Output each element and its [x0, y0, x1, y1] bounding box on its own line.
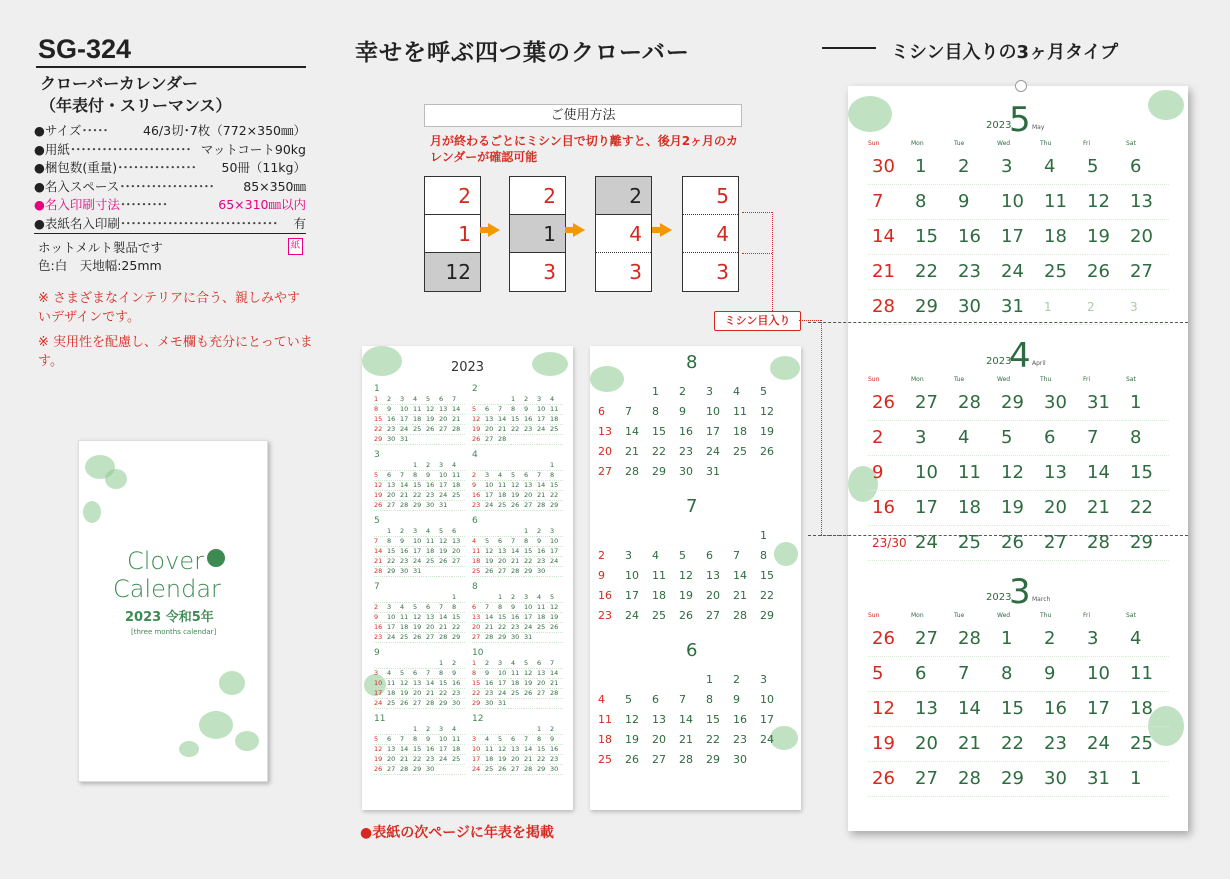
day-cell: 4	[1126, 622, 1169, 657]
day-cell: 31	[997, 290, 1040, 325]
weekday-label: Thu	[1040, 376, 1052, 383]
day-cell: 20	[911, 727, 954, 762]
spec-label: ●表紙名入印刷	[34, 215, 120, 231]
perforation-line	[808, 322, 1188, 323]
thumb-month-number: 7	[686, 496, 698, 517]
footer-note: ●表紙の次ページに年表を掲載	[360, 825, 554, 841]
weekday-row	[868, 612, 1169, 619]
step-cell: 12	[425, 253, 480, 291]
month-english: April	[1032, 360, 1046, 367]
cover-subtitle: [three months calendar]	[131, 628, 217, 636]
weekday-label: Fri	[1083, 612, 1091, 619]
day-cell: 23	[1040, 727, 1083, 762]
weekday-label: Fri	[1083, 140, 1091, 147]
day-cell: 10	[911, 456, 954, 491]
mini-month-number: 5	[374, 516, 380, 526]
remark-practical: ※ 実用性を配慮し、メモ欄も充分にとっています。	[38, 335, 313, 369]
step-cell: 3	[716, 260, 729, 284]
spec-row	[34, 178, 306, 197]
clover-leaf	[105, 469, 127, 489]
mini-month	[472, 516, 564, 577]
spec-dots: ･････	[81, 123, 108, 138]
usage-title: ご使用方法	[424, 104, 742, 127]
day-cell: 30	[868, 150, 911, 185]
thumb-month-days: 1 2 3 4 5 6 7 8 9 10 11 12 13 14 15 16 17 18 19 20 21 22 23 24 25 26 27 28 29 30	[598, 673, 774, 766]
day-cell: 26	[1083, 255, 1126, 290]
spec-row	[34, 159, 306, 178]
weekday-label: Sat	[1126, 140, 1136, 147]
day-cell: 25	[954, 526, 997, 561]
spec-label: ●名入スペース	[34, 178, 120, 194]
day-cell: 6	[911, 657, 954, 692]
day-cell: 7	[1083, 421, 1126, 456]
step-cell: 2	[596, 177, 651, 215]
day-cell: 29	[997, 386, 1040, 421]
day-grid	[868, 150, 1169, 325]
arrow-right-icon	[488, 223, 500, 237]
day-cell: 29	[1126, 526, 1169, 561]
mini-month-number: 8	[472, 582, 478, 592]
weekday-label: Tue	[954, 612, 965, 619]
day-cell: 16	[954, 220, 997, 255]
spec-dots: ･･･････････････････････	[69, 141, 191, 157]
thumb-month-number: 6	[686, 640, 698, 661]
spec-value: 65×310㎜以内	[218, 197, 306, 213]
day-cell: 11	[954, 456, 997, 491]
day-cell: 26	[997, 526, 1040, 561]
day-cell: 22	[911, 255, 954, 290]
calendar-page-large	[848, 86, 1188, 831]
day-cell: 27	[911, 386, 954, 421]
spec-row	[34, 122, 306, 141]
usage-step-3	[595, 176, 652, 292]
day-cell: 22	[997, 727, 1040, 762]
mini-month-number: 6	[472, 516, 478, 526]
step-cell: 4	[683, 215, 738, 253]
day-cell: 26	[868, 762, 911, 797]
day-cell: 4	[954, 421, 997, 456]
paper-badge-icon: 紙	[288, 238, 303, 255]
day-cell: 13	[911, 692, 954, 727]
headline-dash	[822, 47, 876, 49]
mini-month-days: 1 2 3 4 5 6 7 8 9 10 11 12 13 14 15 16 17 18 19 20 21 22 23 24 25 26 27 28 29 30	[374, 659, 466, 709]
month-header	[848, 338, 1188, 376]
day-cell: 6	[1040, 421, 1083, 456]
spec-row	[34, 215, 306, 234]
weekday-label: Sun	[868, 376, 880, 383]
day-cell: 10	[1083, 657, 1126, 692]
clover-leaf	[179, 741, 199, 757]
mini-month-days: 1 2 3 4 5 6 7 8 9 10 11 12 13 14 15 16 17 18 19 20 21 22 23 24 25 26 27 28 29 30	[472, 725, 564, 775]
day-cell: 9	[1040, 657, 1083, 692]
day-cell: 28	[954, 386, 997, 421]
day-cell: 30	[1040, 762, 1083, 797]
connector-line	[772, 212, 773, 311]
usage-step-4	[682, 176, 739, 292]
usage-step-1	[424, 176, 481, 292]
month-number: 5	[1009, 100, 1031, 140]
thumb-month-days: 1 2 3 4 5 6 7 8 9 10 11 12 13 14 15 16 17 18 19 20 21 22 23 24 25 26 27 28 29	[598, 529, 774, 622]
cover-title: Clover	[127, 547, 204, 575]
weekday-label: Sat	[1126, 376, 1136, 383]
day-cell: 25	[1040, 255, 1083, 290]
month-year: 2023	[986, 592, 1012, 603]
day-cell: 18	[1126, 692, 1169, 727]
month-year: 2023	[986, 356, 1012, 367]
day-cell: 24	[1083, 727, 1126, 762]
day-cell: 11	[1126, 657, 1169, 692]
day-cell: 30	[1040, 386, 1083, 421]
mini-month-number: 1	[374, 384, 380, 394]
thumb-month-days: 1 2 3 4 5 6 7 8 9 10 11 12 13 14 15 16 17 18 19 20 21 22 23 24 25 26 27 28 29 30 31	[598, 385, 774, 478]
day-cell: 8	[1126, 421, 1169, 456]
weekday-label: Mon	[911, 376, 924, 383]
day-cell: 8	[997, 657, 1040, 692]
connector-line	[742, 212, 772, 213]
day-cell: 7	[954, 657, 997, 692]
clover-icon	[207, 549, 225, 567]
spec-value: 50冊（11kg）	[221, 160, 306, 176]
weekday-label: Mon	[911, 612, 924, 619]
mini-month-number: 4	[472, 450, 478, 460]
month-number: 3	[1009, 572, 1031, 612]
day-cell: 31	[1083, 386, 1126, 421]
usage-description: 月が終わるごとにミシン目で切り離すと、後月2ヶ月のカレンダーが確認可能	[430, 134, 739, 164]
step-cell: 2	[510, 177, 565, 215]
mini-month-days: 1 2 3 4 5 6 7 8 9 10 11 12 13 14 15 16 17 18 19 20 21 22 23 24 25 26 27 28	[472, 395, 564, 445]
day-cell: 19	[997, 491, 1040, 526]
step-cell: 5	[683, 177, 738, 215]
usage-step-2	[509, 176, 566, 292]
day-cell: 27	[911, 622, 954, 657]
clover-leaf	[235, 731, 259, 751]
mini-month	[472, 582, 564, 643]
day-cell: 1	[1126, 762, 1169, 797]
arrow-right-icon	[660, 223, 672, 237]
day-cell: 8	[911, 185, 954, 220]
day-cell: 16	[868, 491, 911, 526]
day-cell: 25	[1126, 727, 1169, 762]
day-cell: 5	[997, 421, 1040, 456]
day-cell: 3	[1126, 290, 1169, 325]
day-cell: 17	[911, 491, 954, 526]
day-cell: 15	[911, 220, 954, 255]
three-month-page-thumb	[590, 346, 801, 810]
day-cell: 22	[1126, 491, 1169, 526]
thumb-month-number: 8	[686, 352, 698, 373]
day-cell: 3	[1083, 622, 1126, 657]
mini-month-days: 1 2 3 4 5 6 7 8 9 10 11 12 13 14 15 16 17 18 19 20 21 22 23 24 25 26 27 28 29 30 31	[472, 593, 564, 643]
day-cell: 19	[1083, 220, 1126, 255]
day-cell: 15	[997, 692, 1040, 727]
day-cell: 21	[1083, 491, 1126, 526]
day-cell: 23	[954, 255, 997, 290]
clover-leaf	[199, 711, 233, 739]
spec-value: 85×350㎜	[243, 178, 306, 194]
day-cell: 5	[1083, 150, 1126, 185]
weekday-label: Sun	[868, 612, 880, 619]
day-cell: 12	[997, 456, 1040, 491]
headline-title: 幸せを呼ぶ四つ葉のクローバー	[355, 39, 690, 66]
month-english: May	[1032, 124, 1045, 131]
day-grid	[868, 622, 1169, 797]
day-cell: 6	[1126, 150, 1169, 185]
month-english: March	[1032, 596, 1051, 603]
day-cell: 27	[911, 762, 954, 797]
day-cell: 13	[1040, 456, 1083, 491]
day-cell: 13	[1126, 185, 1169, 220]
color-note: 色:白 天地幅:25mm	[38, 258, 162, 273]
perforation-line	[808, 535, 1188, 536]
day-cell: 24	[997, 255, 1040, 290]
weekday-label: Wed	[997, 140, 1011, 147]
mini-month-number: 3	[374, 450, 380, 460]
cover-page	[78, 440, 268, 782]
spec-label: ●用紙	[34, 141, 70, 157]
connector-line	[742, 253, 772, 254]
day-cell: 1	[911, 150, 954, 185]
weekday-label: Fri	[1083, 376, 1091, 383]
day-cell: 1	[1126, 386, 1169, 421]
day-cell: 2	[868, 421, 911, 456]
day-cell: 17	[1083, 692, 1126, 727]
day-cell: 5	[868, 657, 911, 692]
mini-month-days: 1 2 3 4 5 6 7 8 9 10 11 12 13 14 15 16 17 18 19 20 21 22 23 24 25 26 27 28 29 30	[374, 725, 466, 775]
hotmelt-note: ホットメルト製品です	[38, 240, 163, 255]
mini-month-number: 10	[472, 648, 484, 658]
weekday-label: Wed	[997, 376, 1011, 383]
mini-month	[472, 450, 564, 511]
day-cell: 15	[1126, 456, 1169, 491]
day-cell: 12	[868, 692, 911, 727]
day-cell: 11	[1040, 185, 1083, 220]
mini-month-days: 1 2 3 4 5 6 7 8 9 10 11 12 13 14 15 16 17 18 19 20 21 22 23 24 25 26 27 28 29 30	[472, 527, 564, 577]
day-cell: 2	[1040, 622, 1083, 657]
spec-list	[34, 122, 306, 234]
day-cell: 1	[997, 622, 1040, 657]
spec-dots: ･･････････････････････････････	[119, 215, 278, 231]
month-number: 4	[1009, 336, 1031, 376]
clover-leaf	[770, 356, 800, 380]
day-cell: 19	[868, 727, 911, 762]
year-title: 2023	[450, 360, 485, 375]
day-cell: 10	[997, 185, 1040, 220]
step-cell: 1	[510, 215, 565, 253]
divider	[36, 66, 306, 68]
day-cell: 21	[868, 255, 911, 290]
product-code: SG-324	[38, 34, 132, 64]
mini-month	[374, 648, 466, 709]
day-cell: 29	[997, 762, 1040, 797]
mini-month	[472, 384, 564, 445]
weekday-label: Tue	[954, 376, 965, 383]
month-header	[848, 102, 1188, 140]
step-cell: 1	[425, 215, 480, 253]
cover-year: 2023 令和5年	[125, 610, 214, 625]
day-cell: 12	[1083, 185, 1126, 220]
day-cell: 9	[868, 456, 911, 491]
mini-month-days: 1 2 3 4 5 6 7 8 9 10 11 12 13 14 15 16 17 18 19 20 21 22 23 24 25 26 27 28 29 30 31	[374, 461, 466, 511]
day-cell: 21	[954, 727, 997, 762]
product-name: クローバーカレンダー	[40, 74, 198, 93]
step-cell: 2	[425, 177, 480, 215]
step-cell: 3	[629, 260, 642, 284]
divider	[34, 233, 306, 234]
spec-dots: ･･････････････････	[119, 178, 214, 194]
day-cell: 4	[1040, 150, 1083, 185]
spec-value: 46/3切･7枚（772×350㎜）	[143, 123, 306, 138]
mini-month-number: 2	[472, 384, 478, 394]
mini-month-days: 1 2 3 4 5 6 7 8 9 10 11 12 13 14 15 16 17 18 19 20 21 22 23 24 25 26 27 28 29	[472, 461, 564, 511]
day-cell: 28	[954, 622, 997, 657]
day-cell: 14	[954, 692, 997, 727]
mini-month	[374, 714, 466, 775]
weekday-label: Sat	[1126, 612, 1136, 619]
connector-line	[821, 320, 822, 535]
day-cell: 17	[997, 220, 1040, 255]
clover-leaf	[83, 501, 101, 523]
day-cell: 9	[954, 185, 997, 220]
step-cell: 3	[543, 260, 556, 284]
day-cell: 18	[1040, 220, 1083, 255]
day-cell: 28	[868, 290, 911, 325]
mini-month-days: 1 2 3 4 5 6 7 8 9 10 11 12 13 14 15 16 17 18 19 20 21 22 23 24 25 26 27 28 29 30 31	[374, 527, 466, 577]
mini-month-days: 1 2 3 4 5 6 7 8 9 10 11 12 13 14 15 16 17 18 19 20 21 22 23 24 25 26 27 28 29 30 31	[472, 659, 564, 709]
spec-value: 有	[293, 215, 306, 231]
mini-month-days: 1 2 3 4 5 6 7 8 9 10 11 12 13 14 15 16 17 18 19 20 21 22 23 24 25 26 27 28 29 30 31	[374, 395, 466, 445]
day-cell: 20	[1040, 491, 1083, 526]
spec-dots: ･････････	[119, 197, 168, 213]
spec-label: ●梱包数(重量)	[34, 160, 118, 176]
mini-month	[374, 384, 466, 445]
hanging-hole	[1015, 80, 1027, 92]
month-header	[848, 574, 1188, 612]
connector-line	[799, 320, 821, 321]
weekday-label: Tue	[954, 140, 965, 147]
day-cell: 26	[868, 386, 911, 421]
day-cell: 3	[997, 150, 1040, 185]
cover-title-2: Calendar	[113, 575, 221, 603]
weekday-row	[868, 376, 1169, 383]
day-cell: 7	[868, 185, 911, 220]
mini-month-number: 9	[374, 648, 380, 658]
day-cell: 14	[1083, 456, 1126, 491]
day-cell: 26	[868, 622, 911, 657]
day-cell: 28	[1083, 526, 1126, 561]
weekday-label: Thu	[1040, 140, 1052, 147]
day-cell: 16	[1040, 692, 1083, 727]
headline-subtitle: ミシン目入りの3ヶ月タイプ	[891, 42, 1119, 63]
mini-month-number: 12	[472, 714, 484, 724]
day-cell: 3	[911, 421, 954, 456]
mini-month	[472, 648, 564, 709]
weekday-label: Sun	[868, 140, 880, 147]
mini-month	[374, 582, 466, 643]
remark-design: ※ さまざまなインテリアに合う、親しみやすいデザインです。	[38, 291, 301, 325]
spec-row	[34, 196, 306, 215]
mini-month-number: 7	[374, 582, 380, 592]
day-cell: 14	[868, 220, 911, 255]
mini-month	[472, 714, 564, 775]
year-overview-page	[362, 346, 573, 810]
mini-month-days: 1 2 3 4 5 6 7 8 9 10 11 12 13 14 15 16 17 18 19 20 21 22 23 24 25 26 27 28 29	[374, 593, 466, 643]
perforation-label: ミシン目入り	[714, 311, 801, 331]
mini-month	[374, 450, 466, 511]
month-year: 2023	[986, 120, 1012, 131]
spec-row	[34, 141, 306, 160]
day-cell: 31	[1083, 762, 1126, 797]
day-cell: 1	[1040, 290, 1083, 325]
step-cell: 4	[596, 215, 651, 253]
day-cell: 27	[1126, 255, 1169, 290]
day-cell: 23/30	[868, 526, 911, 561]
day-cell: 2	[1083, 290, 1126, 325]
day-cell: 30	[954, 290, 997, 325]
product-name-sub: （年表付・スリーマンス）	[40, 96, 232, 115]
arrow-right-icon	[573, 223, 585, 237]
day-cell: 2	[954, 150, 997, 185]
day-cell: 24	[911, 526, 954, 561]
spec-dots: ･･･････････････	[117, 160, 196, 176]
day-cell: 20	[1126, 220, 1169, 255]
day-cell: 18	[954, 491, 997, 526]
weekday-label: Thu	[1040, 612, 1052, 619]
weekday-label: Wed	[997, 612, 1011, 619]
mini-month-number: 11	[374, 714, 386, 724]
clover-leaf	[219, 671, 245, 695]
weekday-label: Mon	[911, 140, 924, 147]
day-cell: 28	[954, 762, 997, 797]
day-cell: 27	[1040, 526, 1083, 561]
weekday-row	[868, 140, 1169, 147]
day-cell: 29	[911, 290, 954, 325]
spec-label: ●名入印刷寸法	[34, 197, 120, 213]
mini-month	[374, 516, 466, 577]
spec-label: ●サイズ	[34, 123, 82, 138]
spec-value: マットコート90kg	[200, 141, 306, 157]
